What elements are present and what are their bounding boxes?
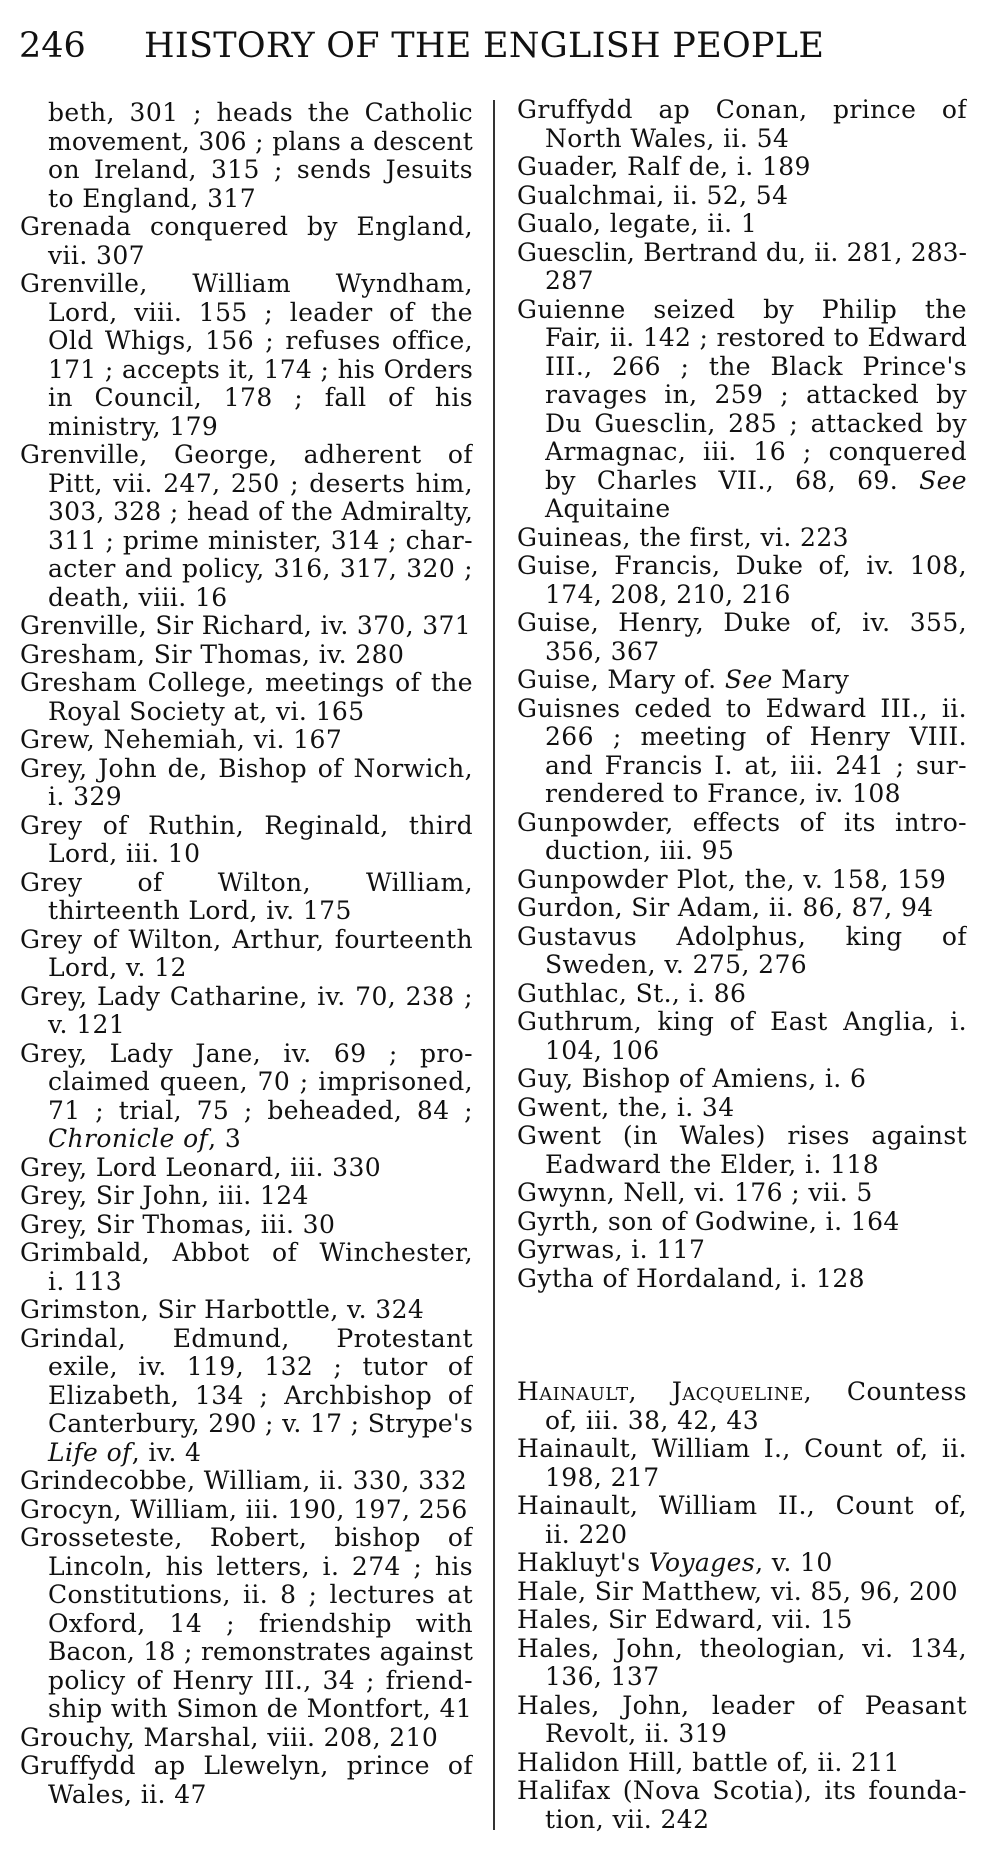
index-entry [517,1635,967,1692]
italic-text: Chronicle of [48,1124,209,1153]
index-line: Old Whigs, 156 ; refuses office, [48,327,473,355]
index-line: Grindecobbe, William, ii. 330, 332 [20,1466,468,1495]
italic-text: Life of [48,1437,132,1467]
index-line: policy of Henry III., 34 ; friend- [48,1666,473,1695]
index-line: i. 113 [48,1266,123,1296]
index-entry [20,1182,473,1211]
index-line: exile, iv. 119, 132 ; tutor of [48,1353,473,1381]
index-entry [20,1724,473,1753]
index-line: on Ireland, 315 ; sends Jesuits [48,156,473,184]
index-entry [517,239,967,296]
index-line: Gunpowder Plot, the, v. 158, 159 [517,864,947,894]
index-line: in Council, 178 ; fall of his [48,384,473,412]
running-header [19,24,849,68]
index-entry [517,1692,967,1749]
index-entry [517,1549,967,1578]
index-line: Grocyn, William, iii. 190, 197, 256 [20,1494,468,1524]
index-line: Bacon, 18 ; remonstrates against [48,1638,473,1666]
index-line: Grindal, Edmund, Protestant [20,1324,473,1353]
index-entry [517,1122,967,1179]
index-line: Grey, Sir John, iii. 124 [20,1181,309,1210]
index-entry [517,609,967,666]
index-entry [20,1467,473,1496]
index-line: to England, 317 [48,183,257,213]
index-line: Fair, ii. 142 ; restored to Edward [545,324,967,352]
index-line: III., 266 ; the Black Prince's [545,352,967,381]
column-divider [493,100,495,1830]
index-line: Guise, Henry, Duke of, iv. 355, [517,609,967,637]
index-line: 311 ; prime minister, 314 ; char- [48,526,473,555]
index-entry [517,1378,967,1435]
index-line: Halidon Hill, battle of, ii. 211 [517,1747,900,1777]
index-line: vii. 307 [48,240,145,270]
index-line: Grouchy, Marshal, viii. 208, 210 [20,1722,439,1752]
index-line: tion, vii. 242 [545,1804,710,1834]
index-line: Guesclin, Bertrand du, ii. 281, 283- [517,238,967,267]
index-line: Lincoln, his letters, i. 274 ; his [48,1552,473,1581]
index-line: Canterbury, 290 ; v. 17 ; Strype's [48,1410,473,1438]
index-line: Gwent (in Wales) rises against [517,1122,967,1150]
index-entry [517,1606,967,1635]
index-line: Gualchmai, ii. 52, 54 [517,180,789,210]
index-line: Lord, v. 12 [48,953,187,982]
index-line: Royal Society at, vi. 165 [48,696,365,726]
running-title: HISTORY OF THE ENGLISH PEOPLE [144,26,825,66]
index-line: Hainault, William II., Count of, [517,1492,967,1520]
index-entry [20,1154,473,1183]
index-column-left [20,99,473,1809]
index-line [517,1378,967,1407]
index-entry [20,755,473,812]
index-line: 174, 208, 210, 216 [545,579,791,609]
index-entry [517,866,967,895]
index-entry [20,213,473,270]
index-entry [20,270,473,441]
index-line: Gwent, the, i. 34 [517,1092,735,1122]
index-line: Grenville, Sir Richard, iv. 370, 371 [20,611,471,640]
line-text: Hakluyt's [517,1548,649,1577]
index-line: 266 ; meeting of Henry VIII. [545,723,967,751]
page-number: 246 [19,26,86,66]
index-entry [20,1325,473,1468]
index-entry [20,1239,473,1296]
index-line: Gresham College, meetings of the [20,669,473,697]
index-entry [517,923,967,980]
index-entry [20,1296,473,1325]
index-line: Wales, ii. 47 [48,1779,207,1809]
index-section [20,99,473,1809]
index-entry [20,926,473,983]
index-entry [517,695,967,809]
index-line: Hales, Sir Edward, vii. 15 [517,1605,853,1634]
index-entry [517,666,967,695]
index-line [48,1125,473,1154]
index-entry [20,1040,473,1154]
index-line: beth, 301 ; heads the Catholic [48,99,473,127]
index-line: Hainault, William I., Count of, ii. [517,1435,967,1463]
index-entry [517,96,967,153]
small-caps-text: Jacqueline [671,1378,804,1406]
index-entry [20,99,473,213]
index-entry [517,552,967,609]
index-entry [20,1496,473,1525]
index-line: Guy, Bishop of Amiens, i. 6 [517,1064,867,1093]
index-line: Du Guesclin, 285 ; attacked by [545,409,967,438]
index-entry [20,612,473,641]
index-line: Hales, John, leader of Peasant [517,1691,967,1720]
index-line: Guisnes ceded to Edward III., ii. [517,694,967,723]
index-line: of, iii. 38, 42, 43 [545,1405,760,1435]
line-text: , Countess [803,1378,967,1406]
index-line: Oxford, 14 ; friendship with [48,1609,473,1638]
index-line: Gwynn, Nell, vi. 176 ; vii. 5 [517,1178,873,1207]
index-line: Gyrwas, i. 117 [517,1235,706,1264]
index-line: Aquitaine [545,494,671,523]
index-line: Grey of Ruthin, Reginald, third [20,811,473,840]
index-section [517,1378,967,1834]
index-line: Gurdon, Sir Adam, ii. 86, 87, 94 [517,893,934,922]
index-entry [517,1094,967,1123]
index-line: rendered to France, iv. 108 [545,779,901,808]
italic-text: See [919,466,967,495]
index-entry [517,296,967,524]
index-line: 303, 328 ; head of the Admiralty, [48,498,473,526]
index-line: Gruffydd ap Conan, prince of [517,96,967,124]
small-caps-text: Hainault [517,1378,629,1406]
line-text: Mary [772,665,850,694]
italic-text: See [724,665,773,694]
index-entry [517,894,967,923]
index-line: Lord, viii. 155 ; leader of the [48,298,473,327]
index-line: Pitt, vii. 247, 250 ; deserts him, [48,469,473,498]
index-entry [517,1179,967,1208]
index-line: Grosseteste, Robert, bishop of [20,1524,473,1552]
index-line: 198, 217 [545,1462,660,1492]
index-entry [20,1524,473,1724]
index-line: Armagnac, iii. 16 ; conquered [545,438,967,466]
index-line: thirteenth Lord, iv. 175 [48,896,352,925]
index-line: Grey, Lady Jane, iv. 69 ; pro- [20,1039,473,1068]
index-line: duction, iii. 95 [545,836,735,865]
index-line: Guise, Francis, Duke of, iv. 108, [517,552,967,580]
index-line [48,1439,473,1468]
index-line: Revolt, ii. 319 [545,1719,728,1748]
index-line: 71 ; trial, 75 ; beheaded, 84 ; [48,1096,473,1125]
index-line: Gyrth, son of Godwine, i. 164 [517,1206,900,1236]
index-line: Grey of Wilton, Arthur, fourteenth [20,925,473,954]
index-entry [20,641,473,670]
index-line: Grey, Lord Leonard, iii. 330 [20,1152,382,1182]
index-entry [20,726,473,755]
index-line: Gunpowder, effects of its intro- [517,808,967,837]
index-entry [517,153,967,182]
index-line: Constitutions, ii. 8 ; lectures at [48,1581,473,1609]
index-entry [517,210,967,239]
index-line [545,467,967,496]
index-line: v. 121 [48,1010,126,1039]
index-line [517,666,967,695]
index-line: and Francis I. at, iii. 241 ; sur- [545,751,967,780]
index-column-right [517,96,967,1834]
index-entry [517,524,967,553]
index-entry [517,809,967,866]
index-line: Eadward the Elder, i. 118 [545,1149,879,1179]
index-entry [20,441,473,612]
index-line: Guader, Ralf de, i. 189 [517,152,811,181]
index-entry [20,1211,473,1240]
index-line: 171 ; accepts it, 174 ; his Orders [48,355,473,384]
index-entry [517,1492,967,1549]
index-line: movement, 306 ; plans a descent [48,127,473,156]
index-line: Elizabeth, 134 ; Archbishop of [48,1381,473,1410]
index-line: Hale, Sir Matthew, vi. 85, 96, 200 [517,1576,958,1606]
index-entry [517,1236,967,1265]
index-line: Grey, Lady Catharine, iv. 70, 238 ; [20,982,473,1011]
index-line: Guienne seized by Philip the [517,295,967,324]
index-line: ship with Simon de Montfort, 41 [48,1694,473,1723]
line-text: by Charles VII., 68, 69. [545,466,920,495]
index-line [517,1549,967,1578]
index-line: acter and policy, 316, 317, 320 ; [48,555,473,583]
index-entry [517,182,967,211]
index-entry [517,1065,967,1094]
index-entry [20,812,473,869]
index-line: Guthrum, king of East Anglia, i. [517,1008,967,1036]
index-line: ministry, 179 [48,411,219,441]
index-section [517,96,967,1293]
index-line: ravages in, 259 ; attacked by [545,381,967,409]
index-entry [517,1008,967,1065]
index-line: Guineas, the first, vi. 223 [517,522,849,552]
index-entry [517,1578,967,1607]
index-line: Sweden, v. 275, 276 [545,950,808,979]
index-entry [517,980,967,1009]
index-line: Grimbald, Abbot of Winchester, [20,1239,473,1267]
index-line: Grenville, William Wyndham, [20,270,473,298]
index-entry [517,1749,967,1778]
index-line: Gruffydd ap Llewelyn, prince of [20,1752,473,1780]
index-entry [20,1752,473,1809]
line-text: , 3 [208,1124,242,1153]
index-line: Grimston, Sir Harbottle, v. 324 [20,1295,425,1324]
index-entry [517,1435,967,1492]
index-entry [517,1777,967,1834]
index-line: Gresham, Sir Thomas, iv. 280 [20,639,405,669]
index-line: Gualo, legate, ii. 1 [517,209,758,238]
index-line: Grew, Nehemiah, vi. 167 [20,725,343,754]
index-line: Grey of Wilton, William, [20,868,473,897]
index-line: Gustavus Adolphus, king of [517,922,967,951]
line-text: , v. 10 [755,1548,833,1577]
index-line: Hales, John, theologian, vi. 134, [517,1634,967,1663]
index-line: 356, 367 [545,636,660,666]
index-line: Gytha of Hordaland, i. 128 [517,1263,865,1293]
index-line: Grey, John de, Bishop of Norwich, [20,754,473,783]
index-line: Grenville, George, adherent of [20,441,473,469]
index-entry [20,669,473,726]
index-entry [20,983,473,1040]
index-line: ii. 220 [545,1519,628,1549]
index-line: Halifax (Nova Scotia), its founda- [517,1777,967,1805]
index-entry [517,1208,967,1237]
italic-text: Voyages [648,1548,756,1577]
index-line: claimed queen, 70 ; imprisoned, [48,1068,473,1096]
index-line: death, viii. 16 [48,582,228,612]
index-line: 287 [545,266,594,295]
section-gap [517,1293,967,1378]
index-line: Grey, Sir Thomas, iii. 30 [20,1209,336,1239]
index-line: Lord, iii. 10 [48,839,201,868]
index-entry [20,869,473,926]
index-line: Guthlac, St., i. 86 [517,978,747,1008]
index-line: 104, 106 [545,1035,660,1065]
index-line: North Wales, ii. 54 [545,123,790,153]
index-line: i. 329 [48,782,123,811]
index-line: Grenada conquered by England, [20,213,473,241]
line-text: , iv. 4 [131,1437,202,1467]
index-entry [517,1265,967,1294]
line-text: Guise, Mary of. [517,665,725,694]
index-line: 136, 137 [545,1662,660,1691]
line-text: , [628,1378,672,1406]
